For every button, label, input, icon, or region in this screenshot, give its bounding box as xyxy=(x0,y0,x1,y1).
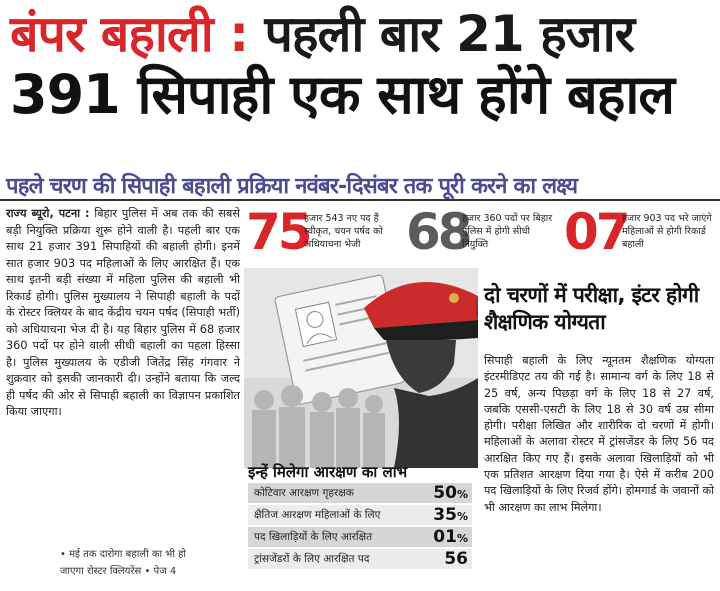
stat-description: हजार 360 पदों पर बिहार पुलिस में होगी सीधी नियुक्ति xyxy=(462,213,553,250)
table-row xyxy=(248,527,472,549)
subheadline: पहले चरण की सिपाही बहाली प्रक्रिया नवंबर-दिसंबर तक पूरी करने का लक्ष्य xyxy=(6,174,578,199)
row-value xyxy=(422,527,472,547)
stats-strip xyxy=(244,203,716,266)
headline-separator: : xyxy=(212,5,249,63)
value-unit: % xyxy=(456,532,468,545)
row-label: ट्रांसजेंडरों के लिए आरक्षित पद xyxy=(254,553,370,565)
row-value xyxy=(422,483,472,503)
headline xyxy=(10,5,710,148)
stat-block-75 xyxy=(244,203,402,266)
article-body xyxy=(6,206,240,421)
headline-label: बंपर बहाली xyxy=(10,5,213,63)
reservation-table xyxy=(248,483,472,571)
value-unit: % xyxy=(456,488,468,501)
police-illustration xyxy=(244,268,478,468)
row-label: क्षैतिज आरक्षण महिलाओं के लिए xyxy=(254,509,381,521)
row-value xyxy=(422,549,472,569)
stat-number: 07 xyxy=(564,203,628,261)
row-label: कोटिवार आरक्षण गृहरक्षक xyxy=(254,487,354,499)
stat-description: हजार 903 पद भरे जाएंगे महिलाओं से होगी रिकार्ड बहाली xyxy=(622,213,712,250)
section-heading: दो चरणों में परीक्षा, इंटर होगी शैक्षणिक योग्यता xyxy=(480,280,718,350)
article-paragraph: बिहार पुलिस में अब तक की सबसे बड़ी नियुक्ति प्रक्रिया शुरू होने वाली है। पहली बार एक साथ 21 हजार 391 सिपाहियों की बहाली होगी। इनमें सात हजार 903 पद महिलाओं के लिए आरक्षित हैं। एक साथ इतनी बड़ी संख्या में महिला पुलिस की बहाली भी रिकार्ड होगी। पुलिस मुख्यालय ने सिपाही बहाली के पदों के रोस्टर क्लियर के बाद केंद्रीय चयन पर्षद (सिपाही भर्ती) को अधियाचना भेज दी है। यह बिहार पुलिस में 68 हजार 360 पदों पर होने वाली सीधी बहाली का पहला हिस्सा है। पुलिस मुख्यालय के एडीजी जितेंद्र सिंह गंगवार ने शुक्रवार को इसकी जानकारी दी। उन्होंने बताया कि जल्द ही पर्षद की ओर से सिपाही बहाली का विज्ञापन प्रकाशित किया जाएगा। xyxy=(6,207,241,418)
stat-number: 68 xyxy=(406,203,470,261)
headline-line-1-text: पहली बार 21 हजार xyxy=(248,5,635,63)
table-row xyxy=(248,483,472,505)
stat-block-07 xyxy=(562,203,716,266)
stat-block-68 xyxy=(404,203,560,266)
article-footnote xyxy=(60,546,240,580)
headline-line-1 xyxy=(10,5,710,63)
footnote-line-1: • मई तक दारोगा बहाली का भी हो xyxy=(60,549,186,560)
stat-number: 75 xyxy=(246,203,310,261)
value-number: 56 xyxy=(444,549,468,569)
row-value xyxy=(422,505,472,525)
stat-description: हजार 543 नए पद हैं स्वीकृत, चयन पर्षद को अधियाचना भेजी xyxy=(304,213,383,250)
table-row xyxy=(248,549,472,571)
section-body: सिपाही बहाली के लिए न्यूनतम शैक्षणिक योग्यता इंटरमीडिएट तय की गई है। सामान्य वर्ग के लिए 18 से 25 वर्ष, अन्य पिछड़ा वर्ग के लिए 18 से 27 वर्ष, जबकि एससी-एसटी के लिए 18 से 30 वर्ष उम्र सीमा होगी। परीक्षा लिखित और शारीरिक दो चरणों में होगी। महिलाओं के अलावा रोस्टर में ट्रांसजेंडर के लिए 56 पद आरक्षित किए गए हैं। इसके अलावा खिलाड़ियों को भी एक प्रतिशत आरक्षण दिया गया है। ऐसे में करीब 200 पद खिलाड़ियों के लिए रिजर्व होंगे। होमगार्ड के जवानों को भी आरक्षण का लाभ मिलेगा। xyxy=(484,354,714,514)
table-row xyxy=(248,505,472,527)
divider-rule xyxy=(0,199,720,201)
headline-line-2: 391 सिपाही एक साथ होंगे बहाल xyxy=(10,62,675,126)
footnote-line-2: जाएगा रोस्टर क्लियरेंस • पेज 4 xyxy=(60,566,177,577)
value-unit: % xyxy=(456,510,468,523)
value-number: 35 xyxy=(433,505,457,525)
reservation-title: इन्हें मिलेगा आरक्षण का लाभ xyxy=(248,463,408,481)
value-number: 50 xyxy=(433,483,457,503)
value-number: 01 xyxy=(433,527,457,547)
row-label: पद खिलाड़ियों के लिए आरक्षित xyxy=(254,531,373,543)
byline: राज्य ब्यूरो, पटना : xyxy=(6,207,90,220)
